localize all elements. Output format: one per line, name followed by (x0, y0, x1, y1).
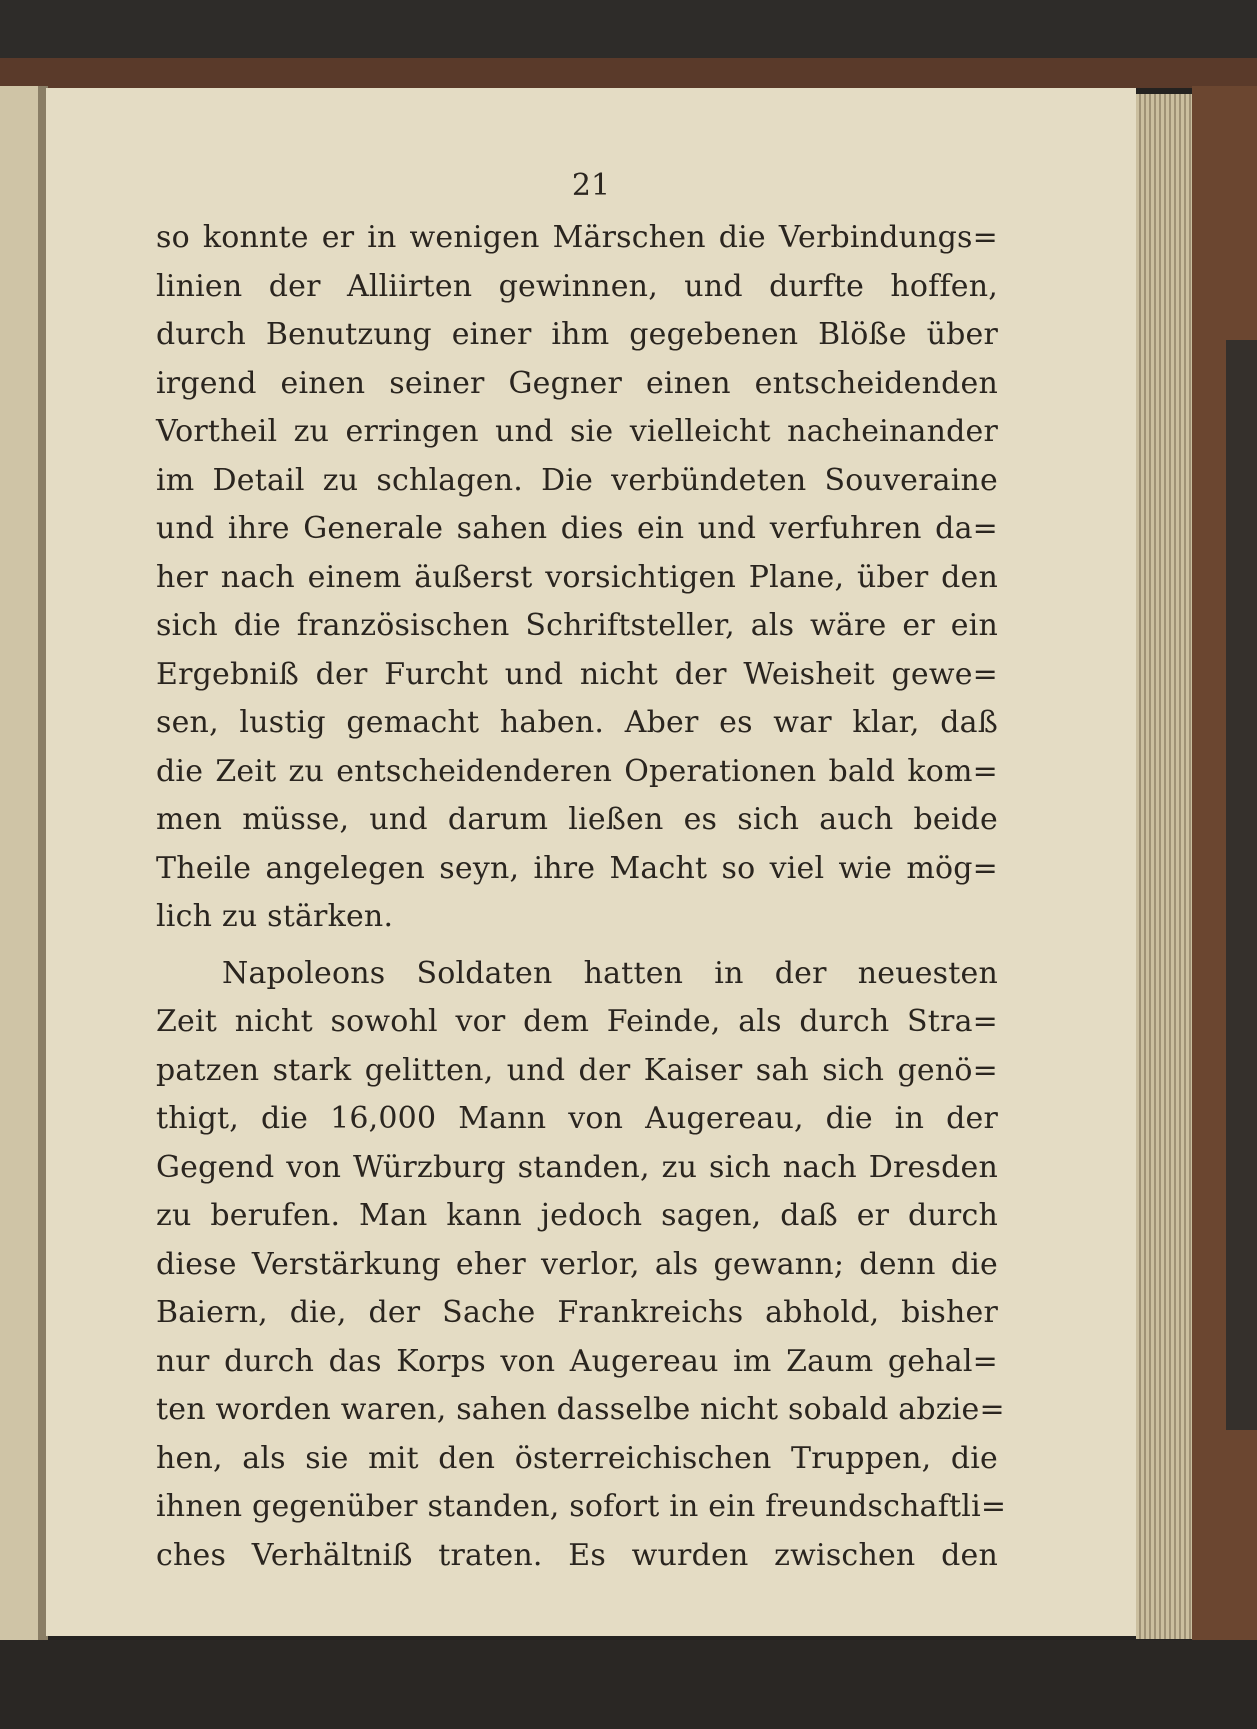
page-block-edges (1136, 94, 1192, 1639)
text-line: Ergebniß der Furcht und nicht der Weisheit gewe= (156, 656, 998, 692)
text-line: zu berufen. Man kann jedoch sagen, daß er durch (156, 1198, 998, 1233)
text-line: hen, als sie mit den österreichischen Truppen, die (156, 1440, 998, 1476)
text-line: im Detail zu schlagen. Die verbündeten Souveraine (156, 462, 998, 498)
paragraph-first-line: Napoleons Soldaten hatten in der neuesten (222, 955, 998, 991)
text-line: sich die französischen Schriftsteller, als wäre er ein (156, 608, 998, 643)
text-line: thigt, die 16,000 Mann von Augereau, die in der (156, 1101, 998, 1136)
text-line: nur durch das Korps von Augereau im Zaum gehal= (156, 1343, 998, 1379)
paragraph-end-line: lich zu stärken. (156, 899, 394, 934)
text-line: ten worden waren, sahen dasselbe nicht sobald abzie= (156, 1392, 1005, 1427)
text-line: linien der Alliirten gewinnen, und durfte hoffen, (156, 268, 998, 304)
text-line: Zeit nicht sowohl vor dem Feinde, als durch Stra= (156, 1004, 998, 1039)
text-line: Baiern, die, der Sache Frankreichs abhold, bisher (156, 1295, 998, 1330)
text-line: so konnte er in wenigen Märschen die Verbindungs= (156, 220, 998, 255)
text-line: sen, lustig gemacht haben. Aber es war klar, daß (156, 705, 998, 740)
background-top (0, 0, 1257, 62)
page-text (156, 214, 1007, 1580)
text-line: diese Verstärkung eher verlor, als gewann; denn die (156, 1246, 998, 1282)
text-line: men müsse, und darum ließen es sich auch beide (156, 802, 998, 837)
text-line: ches Verhältniß traten. Es wurden zwischen den (156, 1537, 998, 1573)
text-line: her nach einem äußerst vorsichtigen Plane, über den (156, 559, 998, 595)
book-cover-binding (1226, 340, 1257, 1430)
text-line: ihnen gegenüber standen, sofort in ein freundschaftli= (156, 1489, 1007, 1524)
book-cover-edge (0, 58, 1257, 88)
text-line: Theile angelegen seyn, ihre Macht so viel wie mög= (156, 850, 998, 886)
text-line: irgend einen seiner Gegner einen entscheidenden (156, 365, 998, 401)
text-line: und ihre Generale sahen dies ein und verfuhren da= (156, 511, 998, 546)
text-line: die Zeit zu entscheidenderen Operationen bald kom= (156, 753, 998, 789)
text-line: Gegend von Würzburg standen, zu sich nach Dresden (156, 1149, 998, 1185)
text-line: durch Benutzung einer ihm gegebenen Blöße über (156, 317, 998, 352)
page-number: 21 (571, 168, 611, 203)
text-line: Vortheil zu erringen und sie vielleicht nacheinander (156, 414, 998, 449)
background-bottom (0, 1640, 1257, 1729)
text-line: patzen stark gelitten, und der Kaiser sah sich genö= (156, 1052, 998, 1088)
